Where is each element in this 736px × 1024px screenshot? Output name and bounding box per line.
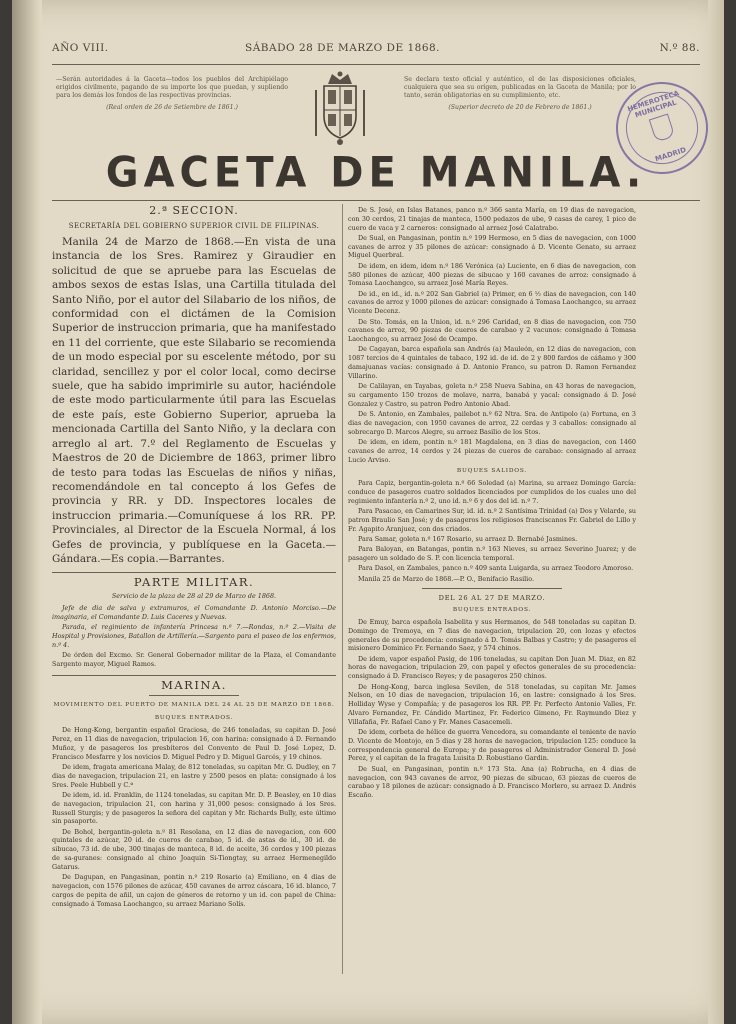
ship-entry: De idem, corbeta de hélice de guerra Vencedora, su comandante el teniente de navío D. Vicente de Montojo, en 5 dias y 28 horas de navegacion, tripulacion 125: conduce la correspondencia general de Europa; y de pasageros el Administrador General D. José Perez, y el capitan de la fragata Luisita D. Robustiano Gardin.	[348, 728, 636, 763]
divider-short	[149, 695, 239, 696]
ship-entry: De S. José, en Islas Batanes, panco n.º 366 santa María, en 19 dias de navegacion, con 30 cerdos, 21 tinajas de manteca, 1500 pedazos de ube, 9 casas de carey, 1 pico de cuero de vaca y 2 carneros: consignado al arraez José Calatrabo.	[348, 206, 636, 232]
divider	[52, 675, 336, 676]
ship-entry: De idem, id. id. Franklin, de 1124 toneladas, su capitan Mr. D. P. Beasley, en 10 dias de navegacion, tripulacion 21, con harina y 31,000 pesos: consignado á los Sres. Russell Sturgis; y de pasageros la señora del capitan y Mr. Richards Bully, este último sin pasaporte.	[52, 791, 336, 826]
ship-entry: De idem, en idem, pontin n.º 181 Magdalena, en 3 dias de navegacion, con 1460 cavanes de arroz, 14 cerdos y 24 piezas de cueros de carabao: consignado al arraez Lucio Arviso.	[348, 437, 636, 464]
marina-heading: MARINA.	[161, 677, 227, 692]
ship-entry: De Calilayan, en Tayabas, goleta n.º 258 Nueva Sabina, en 43 horas de navegacion, su cargamento 150 trozos de molave, narra, banabá y yacal: consignado á D. José Gonzalez y Castro, su patron Pedro Antonio Abad.	[348, 382, 636, 408]
right-column	[348, 206, 636, 801]
ship-exit: Para Capiz, bergantin-goleta n.º 66 Soledad (a) Marina, su arraez Domingo García: conduce de pasageros cuatro soldados licenciados por cumplidos de los cuales uno del regimiento infantería n.º 2, uno id. n.º 6 y dos del id. n.º 7.	[348, 479, 636, 505]
ship-entry: De id., en id., id. n.º 202 San Gabriel (a) Primer, en 6 ½ dias de navegacion, con 140 cavanes de arroz y 1000 pilones de azúcar: consignado á Tomasa Laochangco, su arraez Vicente Decenz.	[348, 289, 636, 316]
notice-left-text: —Serán autoridades á la Gaceta—todos los pueblos del Archipiélago erigidos civilmente, pagando de su importe los que puedan, y supliendo para los demás los fondos de las respectivas provincias.	[56, 76, 288, 100]
ship-entry: De idem, en idem, idem n.º 186 Verónica (a) Luciente, en 6 dias de navegacion, con 580 pilones de azúcar, 400 piezas de sibucao y 160 cavanes de arroz: consignado á Tomasa Laochangco, su arraez José María Reyes.	[348, 261, 636, 288]
entradas-heading: BUQUES ENTRADOS.	[154, 714, 234, 721]
ship-entry: De Dagupan, en Pangasinan, pontin n.º 219 Rosario (a) Emiliano, en 4 dias de navegacion, con 1576 pilones de azúcar, 450 cavanes de arroz cáscara, 16 id. blanco, 7 cargos de pepita de añil, un cajon de géneros de retorno y un id. con papel de China: consignado á Tomasa Laochangco, su arraez Mariano Solís.	[52, 873, 336, 908]
ship-entry: De Sto. Tomás, en la Union, id. n.º 296 Caridad, en 8 dias de navegacion, con 750 cavanes de arroz, 90 piezas de cueros de carabao y 2 vacunos: consignado á Tomasa Laochangco, su arraez José de Ocampo.	[348, 317, 636, 344]
ship-entry: De idem, fragata americana Malay, de 812 toneladas, su capitan Mr. G. Dudley, en 7 dias de navegacion, tripulacion 21, en lastre y 2500 pesos en plata: consignado á los Sres. Peele Hubbell y C.ª	[52, 763, 336, 789]
notice-left-source: (Real orden de 26 de Setiembre de 1861.)	[106, 103, 238, 111]
military-line-1: Jefe de dia de salva y extramuros, el Comandante D. Antonio Morciso.—De imaginaria, el Comandante D. Luis Caceres y Nuevas.	[52, 604, 336, 622]
section-heading: 2.ª SECCION.	[149, 204, 239, 217]
military-line-3: De órden del Excmo. Sr. General Gobernador militar de la Plaza, el Comandante Sargento mayor, Miguel Ramos.	[52, 651, 336, 669]
ship-exit: Para Dasol, en Zambales, panco n.º 409 santa Luigarda, su arraez Teodoro Amoroso.	[358, 564, 634, 573]
page-edge	[708, 0, 724, 1024]
ship-entry: De idem, vapor español Pasig, de 106 toneladas, su capitan Don Juan M. Diaz, en 82 horas de navegacion, tripulacion 29, con papel y efectos generales de su procedencia: consignado á D. Francisco Reyes; y de pasageros 250 chinos.	[348, 654, 636, 681]
ship-entry: De Bohol, bergantin-goleta n.º 81 Resolana, en 12 dias de navegacion, con 600 quintales de azúcar, 20 id. de cueros de carabao, 5 id. de astas de id., 30 id. de sibucao, 73 id. de ube, 300 tinajas de manteca, 8 id. de aceite, 36 cordos y 100 piezas de sa-guranes: consignado al chino Joaquin Si-Tiongtay, su arraez Hermenegildo Gatarus.	[52, 827, 336, 871]
column-divider	[342, 204, 343, 974]
military-heading: PARTE MILITAR.	[133, 575, 255, 590]
masthead-rule	[52, 64, 700, 65]
masthead-date: SÁBADO 28 DE MARZO DE 1868.	[245, 42, 441, 54]
ship-entry: De Sual, en Pangasinan, pontin n.º 173 Sta. Ana (a) Robrucha, en 4 dias de navegacion, con 943 cavanes de arroz, 90 piezas de sibucao, 63 piezas de cueros de carabao y 18 pilones de azúcar: consignado á D. Francisco Morlero, su arraez D. Andrés Escaño.	[348, 764, 636, 800]
title-rule	[52, 200, 700, 201]
stamp-top-text: HEMEROTECA MUNICIPAL	[626, 89, 681, 120]
stamp-bottom-text: MADRID	[654, 145, 688, 164]
ship-exit: Para Samar, goleta n.º 167 Rosario, su arraez D. Bernabé Jasmines.	[358, 534, 578, 543]
ship-entry: De Sual, en Pangasinan, pontin n.º 199 Hermoso, en 5 dias de navegacion, con 1000 cavanes de arroz y 35 pilones de azúcar: consignado á D. Vicente Genato, su arraez Miguel Querbral.	[348, 233, 636, 260]
military-line-2: Parada, el regimiento de infantería Princesa n.º 7.—Rondas, n.º 2.—Visita de Hospital y Provisiones, Batallon de Artillería.—Sargento para el paseo de los enfermos, n.º 4.	[52, 623, 336, 650]
masthead-number: N.º 88.	[659, 42, 700, 54]
office-heading: SECRETARÍA DEL GOBIERNO SUPERIOR CIVIL DE FILIPINAS.	[68, 221, 320, 230]
binding-spine	[12, 0, 42, 1024]
ship-entry: De S. Antonio, en Zambales, pailebot n.º 62 Ntra. Sra. de Antipolo (a) Fortuna, en 3 dias de navegacion, con 1950 cavanes de arroz, 22 cerdas y 3 caballos: consignado al sobrecargo D. Marcos Alegre, su arraez Basilio de los Stos.	[348, 410, 636, 436]
ship-exit: Para Baloyan, en Batangas, pontin n.º 163 Nieves, su arraez Severino Juarez; y de pasagero un soldado de S. P. con licencia temporal.	[348, 545, 636, 562]
royal-crest-icon	[312, 70, 368, 146]
newspaper-title: GACETA DE MANILA.	[105, 148, 647, 198]
entradas-heading-2: BUQUES ENTRADOS.	[452, 607, 532, 614]
newspaper-page	[12, 0, 724, 1024]
masthead-row	[52, 42, 700, 60]
salidos-heading: BUQUES SALIDOS.	[456, 468, 528, 475]
notice-right-source: (Superior decreto de 20 de Febrero de 1861.)	[448, 103, 592, 111]
ship-entry: De Cagayan, barca española san Andrés (a) Mauleón, en 12 dias de navegacion, con 1087 tercios de 4 quintales de tabaco, 192 id. de id. de 2 y 800 fardos de cáñamo y 300 damajuanas vacías: consignado á D. Antonio Franco, su patron D. Ramon Fernandez Villarino.	[348, 345, 636, 380]
ship-entry: De Hong-Kong, bergantin español Graciosa, de 246 toneladas, su capitan D. José Perez, en 11 dias de navegacion, tripulacion 16, con harina: consignado á D. Fernando Muñoz, y de pasageros los presbíteros del Convento de Paul D. José Lopez, D. Francisco Mesfarre y los novicios D. Miguel Pedro y D. Miguel Garcés, y 19 chinos.	[52, 726, 336, 761]
notice-right-text: Se declara texto oficial y auténtico, el de las disposiciones oficiales, cualquiera que sea su orígen, publicadas en la Gaceta de Manila; por lo tanto, serán obligatorias en su cumplimiento, etc.	[404, 76, 636, 100]
ship-entry: De Emuy, barca española Isabelita y sus Hermanos, de 548 toneladas su capitan D. Domingo de Tremoya, en 7 dias de navegacion, tripulacion 20, con lozas y efectos generales de su procedencia: consignado á D. Tomás Balbas y Castro; y de pasageros el misionero Dominico Fr. Fernando Saez, y 574 chinos.	[348, 617, 636, 653]
ship-entry: De Hong-Kong, barca inglesa Sevilen, de 518 toneladas, su capitan Mr. James Nelson, en 10 dias de navegacion, tripulacion 16, en lastre: consignado á los Sres. Holliday Wyse y Compañía; y de pasageros los RR. PP. Fr. Perfecto Antonio Valles, Fr. Alvaro Fernandez, Fr. Cándido Martinez, Fr. Federico Gimeno, Fr. Raymundo Diez y Villafaña, Fr. Rafael Cano y Fr. Manes Casacemeli.	[348, 682, 636, 726]
movement-heading: MOVIMIENTO DEL PUERTO DE MANILA DEL 24 AL 25 DE MARZO DE 1868.	[53, 702, 335, 709]
signoff: Manila 25 de Marzo de 1868.—P. O., Benifacio Rasilio.	[358, 574, 534, 583]
decree-paragraph: Manila 24 de Marzo de 1868.—En vista de una instancia de los Sres. Ramirez y Giraudier en solicitud de que se apruebe para las Escuelas de ambos sexos de estas Islas, una Cartilla titulada del Santo Niño, por el autor del Silabario de los niños, de conformidad con el dictámen de la Comision Superior de instruccion primaria, que ha manifestado en 11 del corriente, que este Silabario se recomienda de un modo especial por su escelente método, por su claridad, sencillez y por el color local, como decirse suele, que ha sabido imprimirle su autor, haciéndole de este modo particularmente útil para las Escuelas de este país, este Gobierno Superior, aprueba la mencionada Cartilla del Santo Niño, y la declara con arreglo al art. 7.º del Reglamento de Escuelas y Maestros de 20 de Diciembre de 1863, primer libro de testo para todas las Escuelas de niños y niñas, recomendándole en tal concepto á los Gefes de provincia y RR. y DD. Inspectores locales de instruccion primaria.—Comuníquese á los RR. PP. Provinciales, al Director de la Escuela Normal, á los Gefes de provincia, y publíquese en la Gaceta.—Gándara.—Es copia.—Barrantes.	[52, 236, 336, 565]
notice-left	[56, 76, 288, 112]
date-heading: DEL 26 AL 27 DE MARZO.	[438, 594, 546, 603]
divider	[52, 572, 336, 573]
masthead-year: AÑO VIII.	[52, 42, 109, 54]
ship-exit: Para Pasacao, en Camarines Sur, id. id. n.º 2 Santísima Trinidad (a) Dos y Velarde, su patron Braulio San José; y de pasageros los religiosos franciscanos Fr. Gabriel de Lillo y Fr. Agapito Aranjuez, con dos criados.	[348, 507, 636, 533]
military-service: Servicio de la plaza de 28 al 29 de Marzo de 1868.	[111, 591, 277, 600]
left-column	[52, 204, 336, 910]
divider-short	[422, 588, 562, 589]
notice-right	[404, 76, 636, 112]
